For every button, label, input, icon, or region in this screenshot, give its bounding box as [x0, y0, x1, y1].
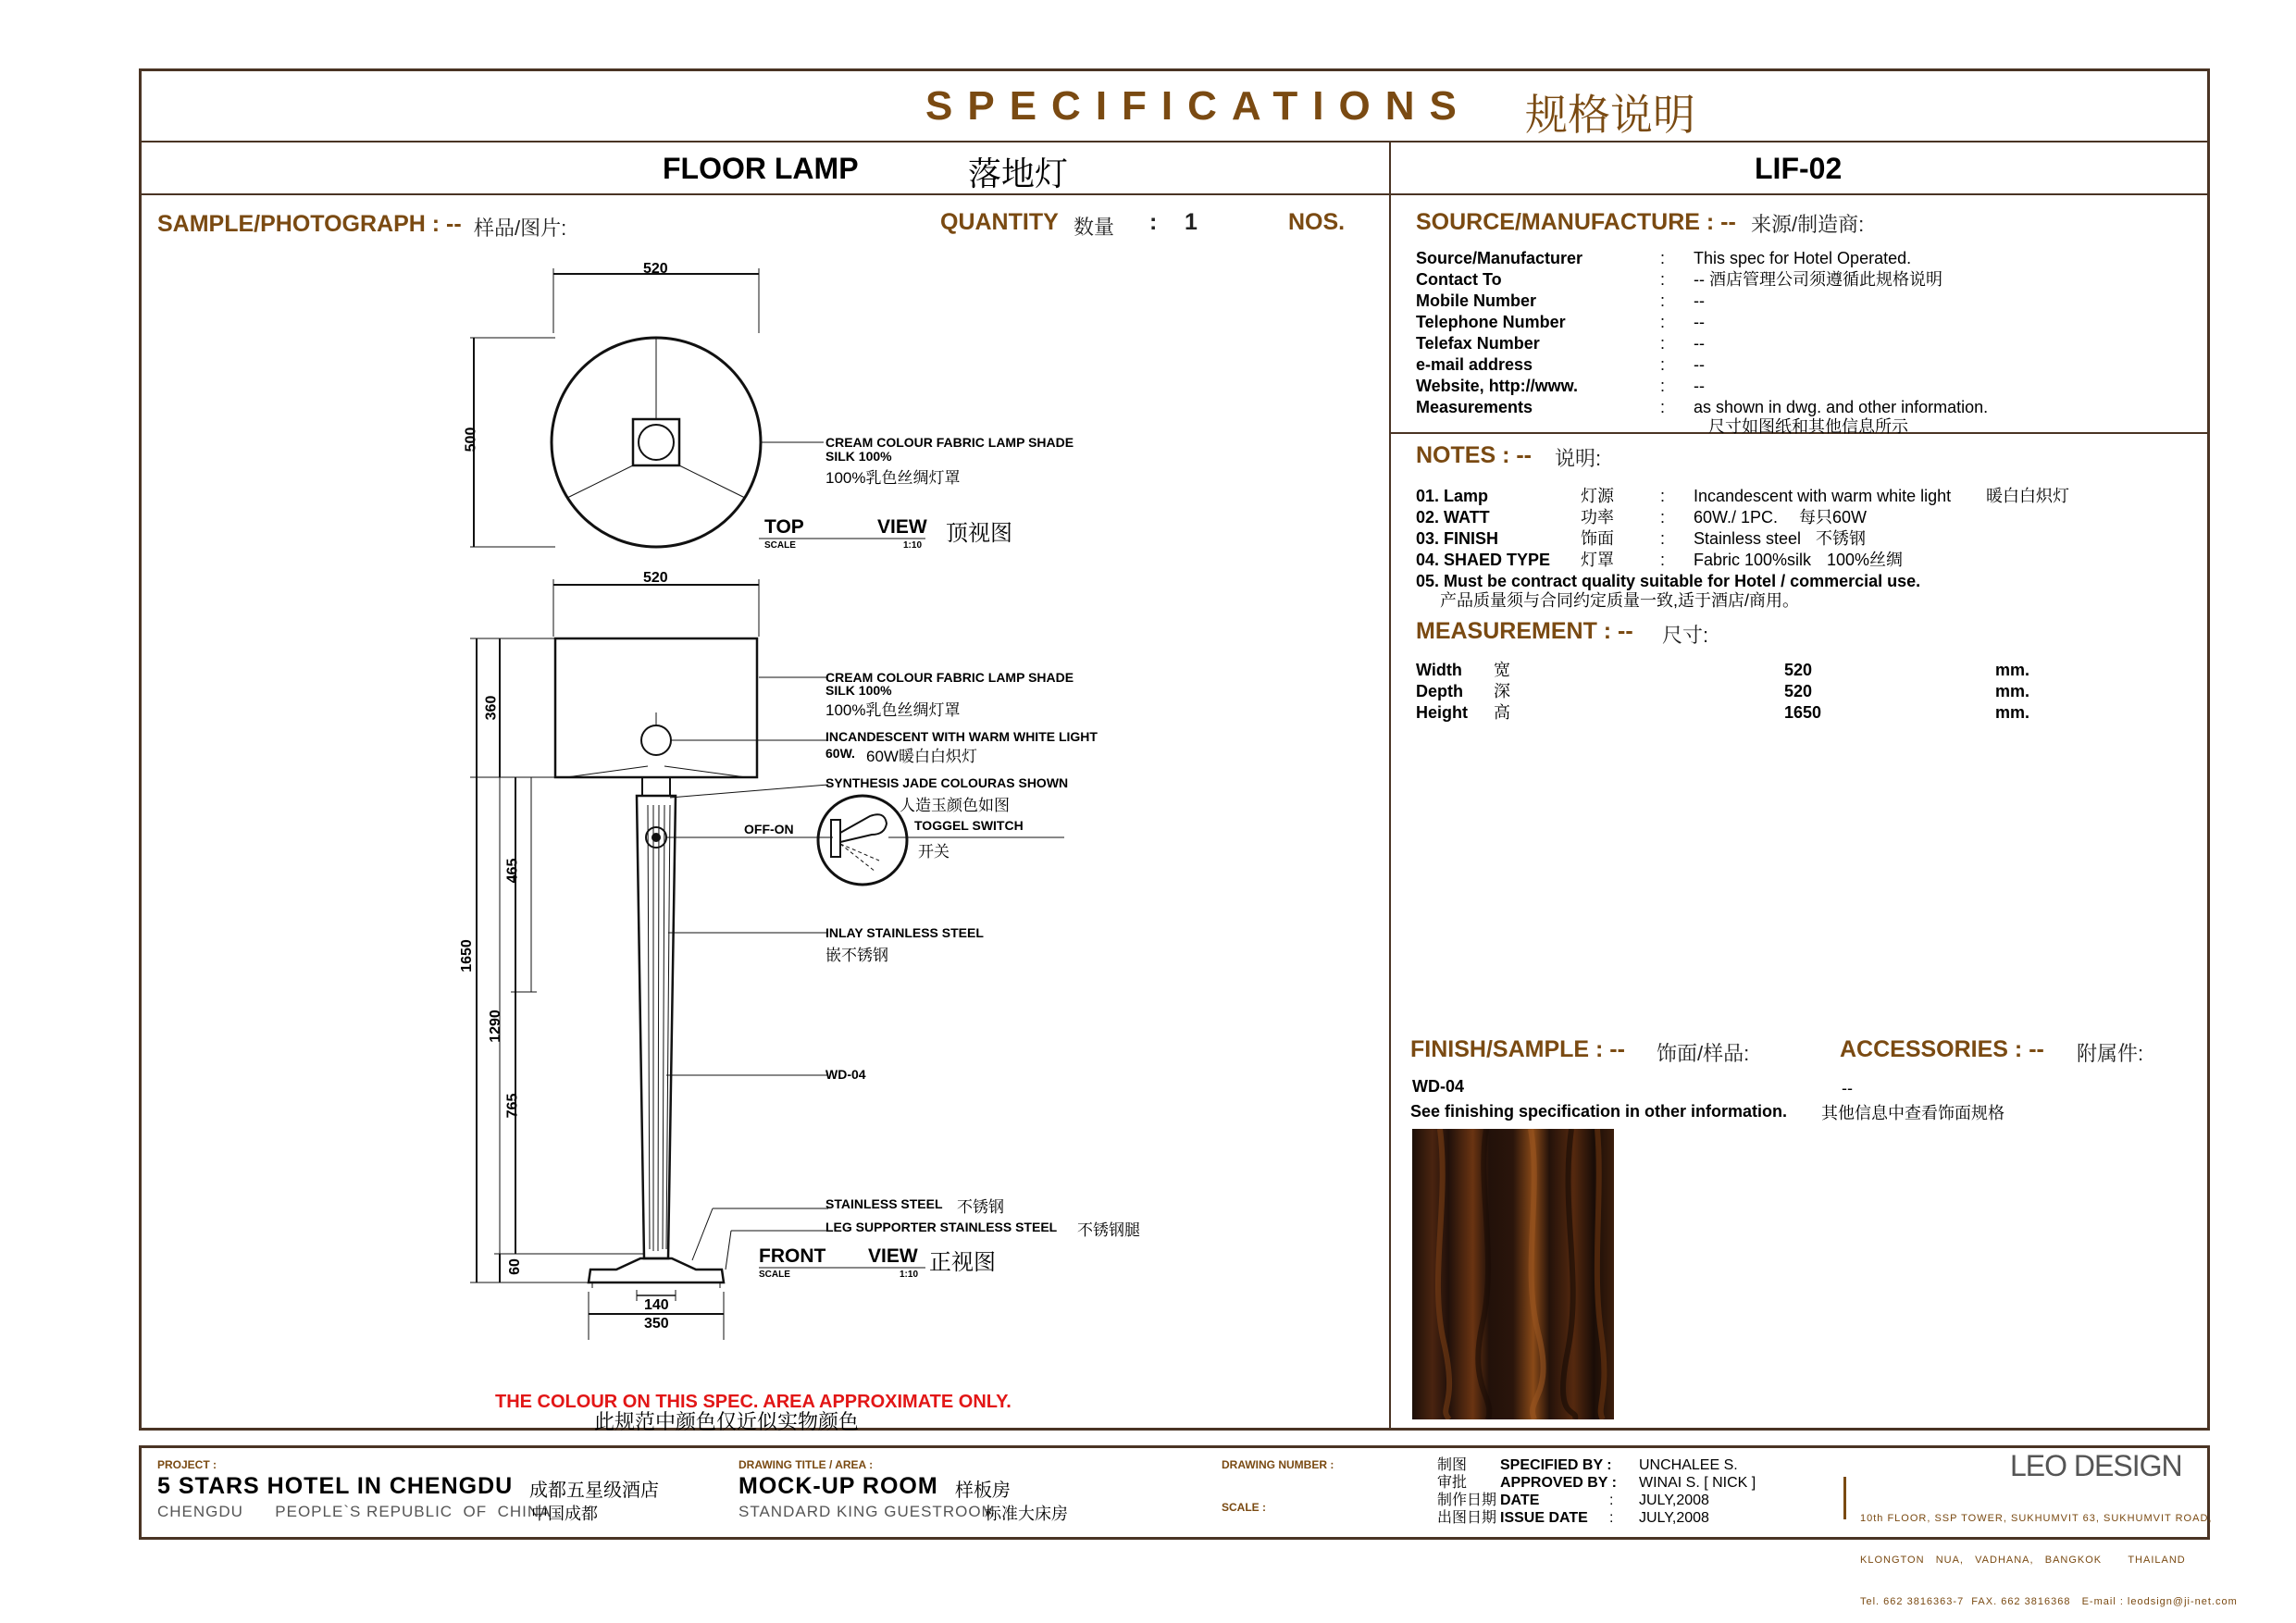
- sample-photograph-label-cn: 样品/图片:: [474, 217, 567, 240]
- finish-sample-title: FINISH/SAMPLE : --: [1410, 1036, 1625, 1062]
- front-view-label: FRONT: [759, 1245, 826, 1267]
- sign-row: 制作日期 DATE : JULY,2008: [1437, 1493, 1709, 1508]
- drawing-title-label: DRAWING TITLE / AREA :: [738, 1458, 874, 1471]
- shade-label-front-cn: 100%乳色丝绸灯罩: [825, 701, 961, 719]
- source-title: SOURCE/MANUFACTURE : --: [1416, 209, 1736, 235]
- dim-base-width: 350: [644, 1316, 669, 1332]
- dim-shade-height: 360: [483, 695, 500, 721]
- measurements-note-cn: 尺寸如图纸和其他信息所示: [1708, 417, 1908, 436]
- front-view-label-b: VIEW: [868, 1245, 918, 1267]
- note-row: 02. WATT 功率 : 60W./ 1PC. 每只60W: [1416, 508, 1868, 527]
- note-row: 01. Lamp 灯源 : Incandescent with warm white light 暖白白炽灯: [1416, 487, 2069, 505]
- accessories-title-cn: 附属件:: [2077, 1042, 2144, 1065]
- lamp-base: [589, 1258, 724, 1282]
- project-name-cn: 成都五星级酒店: [529, 1481, 659, 1501]
- item-name-cn: 落地灯: [968, 155, 1069, 192]
- colour-disclaimer: THE COLOUR ON THIS SPEC. AREA APPROXIMATE ONLY.: [495, 1392, 1011, 1412]
- item-name: FLOOR LAMP: [663, 152, 859, 185]
- quantity-unit: NOS.: [1288, 209, 1346, 235]
- source-row: e-mail address : --: [1416, 355, 1705, 374]
- notes-title-cn: 说明:: [1555, 447, 1602, 470]
- dim-total-height: 1650: [458, 939, 475, 973]
- jade-label: SYNTHESIS JADE COLOURAS SHOWN: [825, 775, 1069, 790]
- finish-see-note-cn: 其他信息中查看饰面规格: [1821, 1104, 2004, 1122]
- company-address: [1860, 1484, 2238, 1623]
- accessories-title: ACCESSORIES : --: [1840, 1036, 2044, 1062]
- divider: [139, 193, 2210, 195]
- drawing-area-cn: 标准大床房: [985, 1505, 1068, 1523]
- front-view-label-cn: 正视图: [929, 1250, 996, 1275]
- project-name: 5 STARS HOTEL IN CHENGDU: [157, 1473, 514, 1499]
- dim-base-inner: 140: [644, 1297, 669, 1313]
- dim-stem-height: 1290: [487, 1010, 503, 1043]
- project-location: CHENGDU PEOPLE`S REPUBLIC OF CHINA: [157, 1503, 552, 1520]
- measurement-title-cn: 尺寸:: [1662, 624, 1709, 647]
- company-logo: LEO DESIGN: [2010, 1449, 2182, 1482]
- shade-label-front-2: SILK 100%: [825, 683, 892, 698]
- top-view-label-cn: 顶视图: [946, 521, 1012, 546]
- inlay-label: INLAY STAINLESS STEEL: [825, 925, 984, 940]
- sign-row: 制图 SPECIFIED BY : UNCHALEE S.: [1437, 1457, 1738, 1473]
- note-row: 04. SHAED TYPE 灯罩 : Fabric 100%silk 100%丝绸: [1416, 551, 1904, 569]
- project-location-cn: 中国成都: [531, 1505, 598, 1523]
- drawing-number-label: DRAWING NUMBER :: [1222, 1458, 1334, 1471]
- company-address-line: Tel. 662 3816363-7 FAX. 662 3816368 E-mail : leodsign@ji-net.com: [1860, 1596, 2238, 1607]
- shade-label: CREAM COLOUR FABRIC LAMP SHADE: [825, 435, 1074, 450]
- dim-lower-stem: 765: [504, 1093, 521, 1119]
- page-title-cn: 规格说明: [1525, 91, 1695, 139]
- scale-value: 1:10: [903, 540, 923, 551]
- dim-base-height: 60: [506, 1258, 523, 1275]
- off-on-label: OFF-ON: [744, 822, 794, 836]
- measurement-row: Height 高 1650 mm.: [1416, 703, 2030, 722]
- steel-label: STAINLESS STEEL: [825, 1196, 943, 1211]
- source-table: [1416, 248, 2193, 435]
- notes-title: NOTES : --: [1416, 442, 1532, 468]
- bulb-label-2: 60W.: [825, 746, 855, 761]
- shade-label-front: CREAM COLOUR FABRIC LAMP SHADE: [825, 670, 1074, 685]
- scale-label: SCALE: [759, 1270, 790, 1280]
- sign-row: 审批 APPROVED BY : WINAI S. [ NICK ]: [1437, 1475, 1756, 1491]
- bulb-label: INCANDESCENT WITH WARM WHITE LIGHT: [825, 729, 1098, 744]
- shade-label-cn: 100%乳色丝绸灯罩: [825, 469, 961, 487]
- toggle-label-cn: 开关: [918, 843, 949, 861]
- company-address-line: KLONGTON NUA, VADHANA, BANGKOK THAILAND: [1860, 1555, 2186, 1566]
- divider: [1843, 1477, 1846, 1519]
- item-code: LIF-02: [1755, 152, 1843, 185]
- measurement-row: Depth 深 520 mm.: [1416, 682, 2030, 700]
- toggle-label: TOGGEL SWITCH: [914, 818, 1024, 833]
- top-view-label-b: VIEW: [877, 516, 927, 538]
- scale-label-footer: SCALE :: [1222, 1501, 1266, 1514]
- source-row: Telefax Number : --: [1416, 334, 1705, 353]
- source-row: Website, http://www. : --: [1416, 377, 1705, 395]
- sign-row: 出图日期 ISSUE DATE : JULY,2008: [1437, 1510, 1709, 1526]
- finish-sample-title-cn: 饰面/样品:: [1657, 1042, 1750, 1065]
- wd-label: WD-04: [825, 1067, 866, 1082]
- drawing-title-cn: 样板房: [955, 1481, 1011, 1501]
- note-contract-quality: 05. Must be contract quality suitable for Hotel / commercial use.: [1416, 572, 1921, 590]
- top-view-label: TOP: [764, 516, 804, 538]
- lamp-shade-front: [555, 638, 757, 777]
- bulb-label-cn: 60W暖白白炽灯: [866, 748, 977, 765]
- finish-see-note: See finishing specification in other information.: [1410, 1102, 1788, 1121]
- source-row: Contact To : -- 酒店管理公司须遵循此规格说明: [1416, 270, 1942, 289]
- notes-table: [1416, 486, 2203, 609]
- drawing-area: STANDARD KING GUESTROOM: [738, 1503, 996, 1520]
- quantity-label-cn: 数量: [1074, 216, 1115, 239]
- divider: [139, 141, 2210, 142]
- wood-finish-sample-swatch: [1412, 1129, 1614, 1419]
- inlay-label-cn: 嵌不锈钢: [825, 947, 888, 964]
- leg-label-cn: 不锈钢腿: [1077, 1221, 1140, 1239]
- lamp-technical-drawing: [435, 250, 1166, 1360]
- colour-disclaimer-cn: 此规范中颜色仅近似实物颜色: [594, 1410, 860, 1433]
- dim-top-width: 520: [643, 261, 668, 277]
- jade-label-cn: 人造玉颜色如图: [900, 797, 1010, 814]
- leg-label: LEG SUPPORTER STAINLESS STEEL: [825, 1220, 1058, 1234]
- bulb: [641, 725, 671, 755]
- source-title-cn: 来源/制造商:: [1751, 213, 1865, 236]
- measurement-title: MEASUREMENT : --: [1416, 618, 1633, 644]
- dim-front-width: 520: [643, 570, 668, 586]
- drawing-title: MOCK-UP ROOM: [738, 1473, 938, 1499]
- source-row: Telephone Number : --: [1416, 313, 1705, 331]
- measurement-row: Width 宽 520 mm.: [1416, 661, 2030, 679]
- source-row: Mobile Number : --: [1416, 291, 1705, 310]
- accessories-value: --: [1842, 1079, 1853, 1097]
- source-row: Source/Manufacturer : This spec for Hotel Operated.: [1416, 249, 1912, 267]
- note-contract-quality-cn: 产品质量须与合同约定质量一致,适于酒店/商用。: [1440, 591, 1799, 610]
- dim-upper-stem: 465: [504, 858, 521, 884]
- scale-value: 1:10: [900, 1270, 919, 1280]
- sample-photograph-label: SAMPLE/PHOTOGRAPH : --: [157, 211, 462, 237]
- quantity-value: 1: [1185, 209, 1198, 235]
- scale-label: SCALE: [764, 540, 796, 551]
- company-address-line: 10th FLOOR, SSP TOWER, SUKHUMVIT 63, SUKHUMVIT ROAD,: [1860, 1513, 2213, 1524]
- divider: [1389, 141, 1391, 1431]
- source-row: Measurements : as shown in dwg. and other information.: [1416, 398, 1989, 416]
- lamp-holder-square: [633, 419, 679, 465]
- shade-label-2: SILK 100%: [825, 449, 892, 464]
- finish-code: WD-04: [1412, 1077, 1465, 1096]
- quantity-separator: :: [1149, 209, 1158, 235]
- project-label: PROJECT :: [157, 1458, 217, 1471]
- note-row: 03. FINISH 饰面 : Stainless steel 不锈钢: [1416, 529, 1866, 548]
- steel-label-cn: 不锈钢: [957, 1198, 1004, 1216]
- quantity-label: QUANTITY: [940, 209, 1059, 235]
- page-title: SPECIFICATIONS: [925, 83, 1471, 129]
- dim-top-height: 500: [463, 427, 479, 452]
- sign-off-table: [1437, 1456, 1756, 1527]
- measurement-table: [1416, 660, 2193, 724]
